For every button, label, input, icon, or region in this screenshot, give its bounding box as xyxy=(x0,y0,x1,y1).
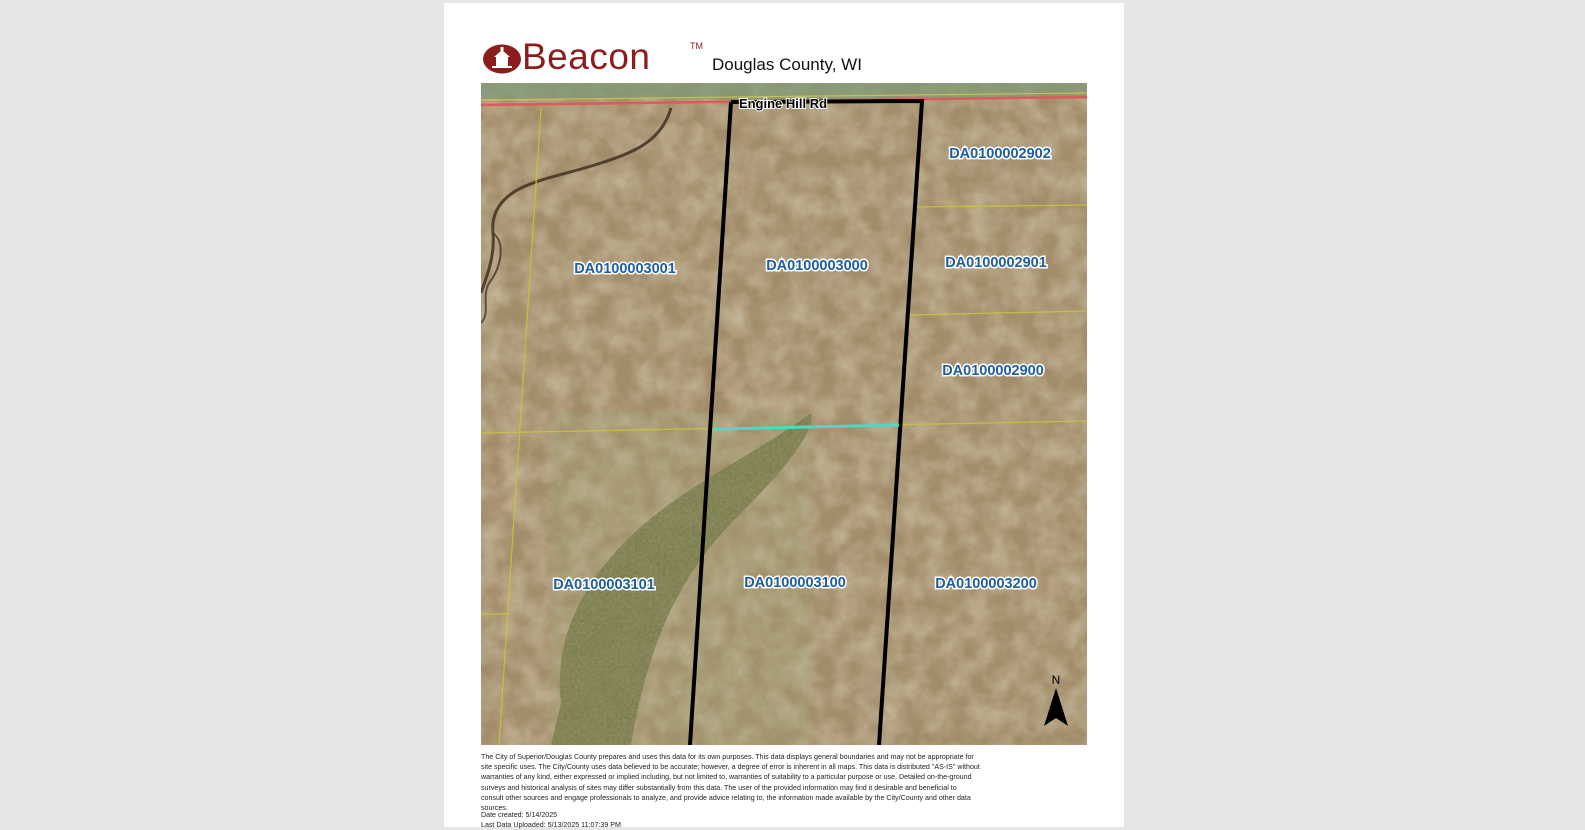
parcel-map[interactable] xyxy=(481,83,1087,745)
north-label: N xyxy=(1051,673,1061,687)
parcel-label[interactable]: DA0100003101 xyxy=(553,577,655,593)
aerial-map-canvas[interactable] xyxy=(481,83,1087,745)
parcel-label[interactable]: DA0100003001 xyxy=(574,261,676,277)
brand-name: Beacon xyxy=(522,36,651,77)
terrain-grain xyxy=(481,83,1087,745)
parcel-label[interactable]: DA0100003000 xyxy=(766,258,868,274)
date-created: Date created: 5/14/2025 xyxy=(481,811,558,819)
parcel-label[interactable]: DA0100002901 xyxy=(945,255,1047,271)
disclaimer-text: The City of Superior/Douglas County prepares and uses this data for its own purposes. This data displays general boundaries and may not be appropriate for site specific uses. The City/County uses data believed to be accurate; however, a degree of error is inherent in all maps. This data is distributed "AS-IS" without warranties of any kind, either expressed or implied including, but not limited to, warranties of suitability to a particular purpose or use. Detailed on-the-ground surveys and historical analysis of sites may differ substantially from this data. The user of the provided information may find it desirable and beneficial to consult other sources and engage professionals to analyze, and provide advice relating to, the information made available by the City/County and other data sources. xyxy=(481,753,980,813)
map-report-page xyxy=(444,3,1124,830)
county-title: Douglas County, WI xyxy=(712,55,862,74)
last-data-uploaded: Last Data Uploaded: 5/13/2025 11:07:39 PM xyxy=(481,821,621,830)
beacon-logo-icon xyxy=(482,44,522,74)
parcel-label[interactable]: DA0100002900 xyxy=(942,363,1044,379)
parcel-label[interactable]: DA0100002902 xyxy=(949,146,1051,162)
trademark-mark: TM xyxy=(690,41,703,51)
parcel-label[interactable]: DA0100003200 xyxy=(935,576,1037,592)
report-header xyxy=(482,36,1082,79)
road-label: Engine Hill Rd xyxy=(738,96,828,111)
parcel-label[interactable]: DA0100003100 xyxy=(744,575,846,591)
data-dates xyxy=(481,810,621,830)
